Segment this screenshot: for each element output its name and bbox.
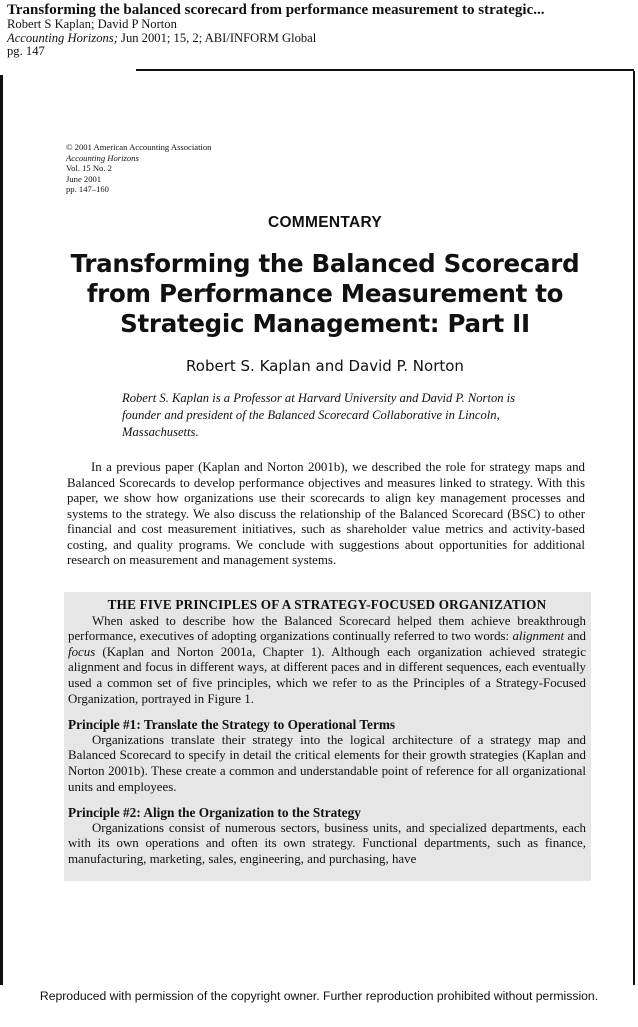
principle-2-text: Organizations consist of numerous sectors, business units, and specialized departments, each with its own operations and often its own strategy. Functional departments, such as finance, manufacturing, marketing, sales, engineering, and purchasing, have <box>68 820 586 866</box>
focus-term: focus <box>68 644 96 659</box>
article-title <box>40 249 610 339</box>
five-principles-heading: THE FIVE PRINCIPLES OF A STRATEGY-FOCUSED ORGANIZATION <box>107 597 547 612</box>
five-principles-intro <box>68 614 586 708</box>
intro-text-after: (Kaplan and Norton 2001a, Chapter 1). Although each organization achieved strategic alignment and focus in different ways, at different paces and in different sequences, each eventually used a common set of five principles, which we refer to as the Principles of a Strategy-Focused Organization, portrayed in Figure 1. <box>68 644 586 706</box>
source-issue: Jun 2001; 15, 2; ABI/INFORM Global <box>117 30 317 45</box>
intro-text-before: When asked to describe how the Balanced Scorecard helped them achieve breakthrough performance, executives of adopting organizations continually referred to two words: <box>68 613 586 644</box>
document-source <box>7 32 632 46</box>
title-line-2: from Performance Measurement to <box>86 279 564 308</box>
volume-line: Vol. 15 No. 2 <box>66 163 112 174</box>
database-header <box>7 2 632 59</box>
page-left-rule <box>0 75 3 985</box>
five-principles-box <box>64 592 591 881</box>
reproduction-notice: Reproduced with permission of the copyright owner. Further reproduction prohibited without permission. <box>39 989 599 1003</box>
page-top-rule <box>136 69 634 71</box>
source-journal: Accounting Horizons; <box>7 30 118 45</box>
principle-1-text: Organizations translate their strategy into the logical architecture of a strategy map and Balanced Scorecard to specify in detail the critical elements for their growth strategies (Kaplan and Norton 2001b). These create a common and understandable point of reference for all organizational units and employees. <box>68 732 586 794</box>
intro-section <box>67 460 585 569</box>
five-principles-content <box>68 597 586 868</box>
intro-paragraph: In a previous paper (Kaplan and Norton 2001b), we described the role for strategy maps and Balanced Scorecards to develop performance objectives and measures linked to strategy. With this paper, we show how organizations use their scorecards to align key management processes and systems to the strategy. We also discuss the relationship of the Balanced Scorecard (BSC) to other financial and cost measurement initiatives, such as shareholder value metrics and activity-based costing, and quality programs. We conclude with suggestions about opportunities for additional research on measurement and management systems. <box>67 460 585 567</box>
journal-meta <box>66 142 211 195</box>
title-line-3: Strategic Management: Part II <box>120 309 530 338</box>
title-line-1: Transforming the Balanced Scorecard <box>70 249 580 278</box>
document-page: pg. 147 <box>7 44 45 58</box>
journal-name: Accounting Horizons <box>66 152 139 163</box>
copyright-line: © 2001 American Accounting Association <box>66 142 212 152</box>
section-label: COMMENTARY <box>267 214 383 231</box>
and-text: and <box>564 629 586 644</box>
document-title: Transforming the balanced scorecard from performance measurement to strategic... <box>7 2 545 18</box>
page-right-rule <box>633 71 635 985</box>
alignment-term: alignment <box>512 629 565 644</box>
article-authors: Robert S. Kaplan and David P. Norton <box>186 357 464 375</box>
date-line: June 2001 <box>66 173 102 184</box>
pages-line: pp. 147–160 <box>66 184 109 195</box>
document-authors: Robert S Kaplan; David P Norton <box>7 17 177 31</box>
principle-2-heading: Principle #2: Align the Organization to the Strategy <box>68 805 361 821</box>
principle-1-heading: Principle #1: Translate the Strategy to Operational Terms <box>68 717 396 733</box>
author-bio: Robert S. Kaplan is a Professor at Harvard University and David P. Norton is founder and president of the Balanced Scorecard Collaborative in Lincoln, Massachusetts. <box>122 391 516 439</box>
